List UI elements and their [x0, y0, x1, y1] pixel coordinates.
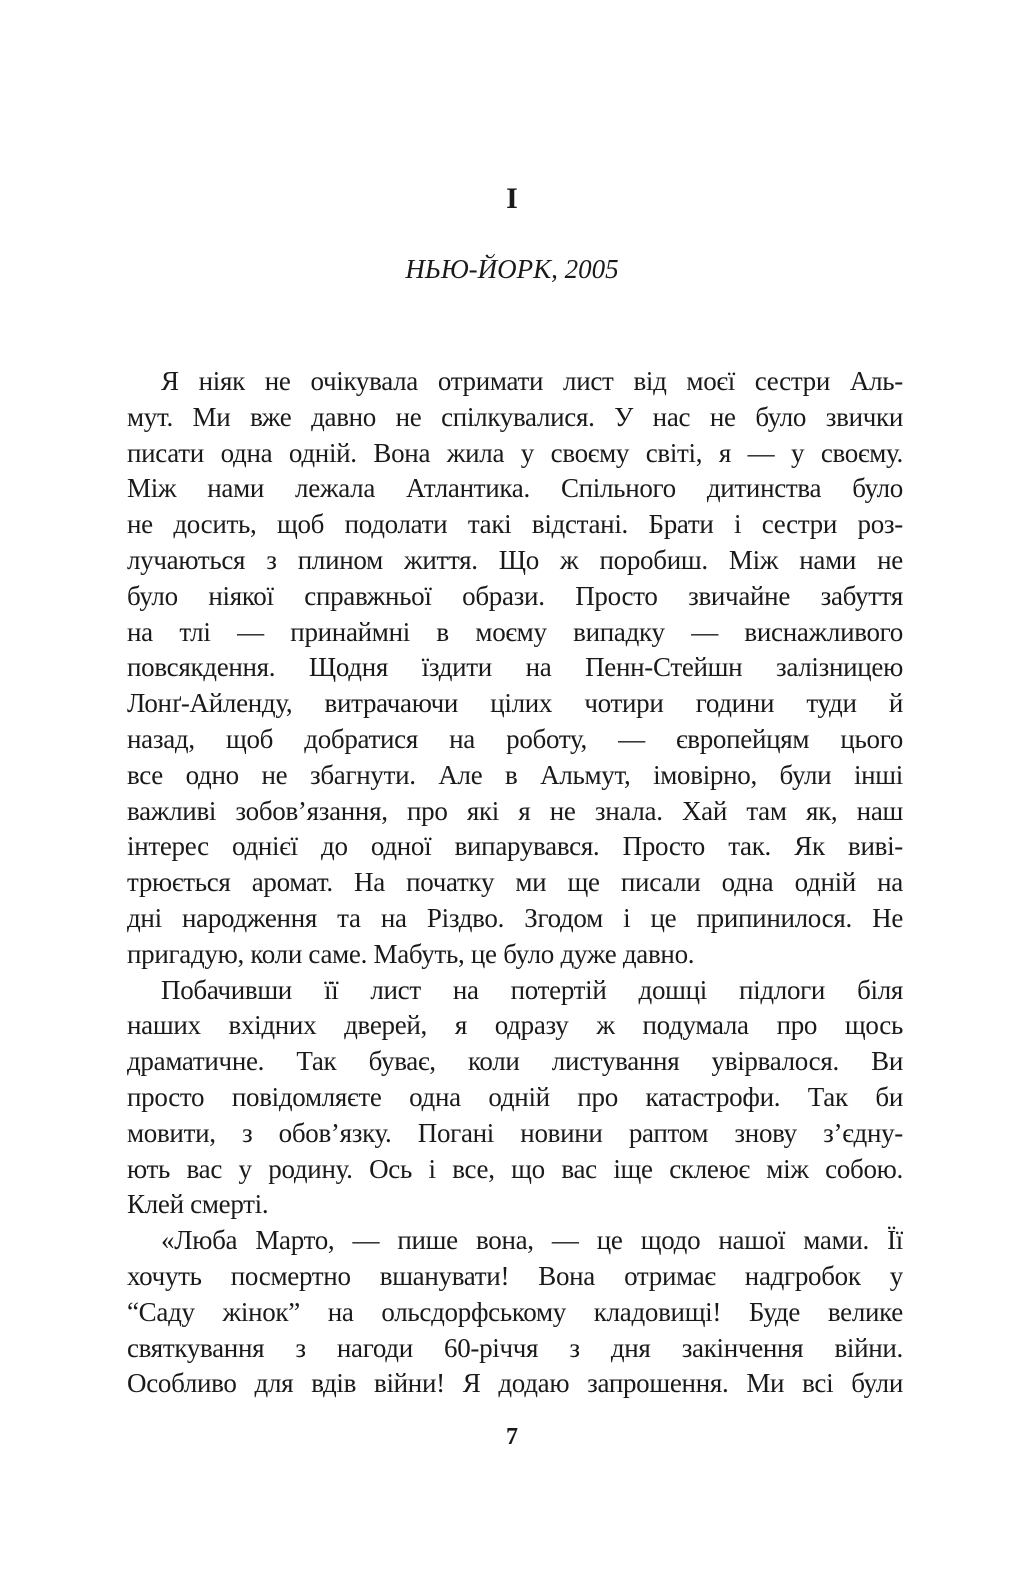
text-line: повсякдення. Щодня їздити на Пенн-Стейшн залізницею — [127, 652, 903, 683]
text-line: святкування з нагоди 60-річчя з дня закінчення війни. — [127, 1332, 903, 1363]
text-line: драматичне. Так буває, коли листування увірвалося. Ви — [127, 1046, 903, 1077]
text-line: на тлі — принаймні в моєму випадку — виснажливого — [127, 616, 903, 647]
text-line: інтерес однієї до одної випарувався. Просто так. Як виві- — [127, 831, 903, 862]
text-line: важливі зобов’язання, про які я не знала. Хай там як, наш — [127, 795, 903, 826]
text-line: трюється аромат. На початку ми ще писали одна одній на — [127, 867, 903, 898]
text-line: Лонґ-Айленду, витрачаючи цілих чотири години туди й — [127, 688, 903, 719]
text-line: мут. Ми вже давно не спілкувалися. У нас не було звички — [127, 401, 903, 432]
chapter-number: I — [506, 182, 518, 215]
text-line: Між нами лежала Атлантика. Спільного дитинства було — [127, 473, 903, 504]
page-number: 7 — [506, 1424, 518, 1450]
text-line: лучаються з плином життя. Що ж поробиш. Між нами не — [127, 544, 903, 575]
text-line: Особливо для вдів війни! Я додаю запрошення. Ми всі були — [127, 1368, 903, 1399]
text-line: “Саду жінок” на ольсдорфському кладовищі! Буде велике — [127, 1296, 903, 1327]
text-line: дні народження та на Різдво. Згодом і це припинилося. Не — [127, 902, 903, 933]
text-line: наших вхідних дверей, я одразу ж подумала про щось — [127, 1010, 903, 1041]
text-line: «Люба Марто, — пише вона, — це щодо нашої мами. Її — [161, 1225, 903, 1256]
text-line: Побачивши її лист на потертій дошці підлоги біля — [161, 974, 903, 1005]
text-line: хочуть посмертно вшанувати! Вона отримає надгробок у — [127, 1260, 903, 1291]
text-line: пригадую, коли саме. Мабуть, це було дуже давно. — [127, 938, 695, 969]
text-line: Я ніяк не очікувала отримати лист від моєї сестри Аль- — [161, 366, 903, 396]
section-heading: НЬЮ-ЙОРК, 2005 — [405, 254, 619, 284]
text-line: писати одна одній. Вона жила у своєму світі, я — у своєму. — [127, 437, 903, 468]
text-line: мовити, з обов’язку. Погані новини раптом знову з’єдну- — [127, 1117, 903, 1148]
text-line: все одно не збагнути. Але в Альмут, імовірно, були інші — [127, 759, 903, 790]
text-line: ють вас у родину. Ось і все, що вас іще склеює між собою. — [127, 1153, 903, 1184]
text-line: назад, щоб добратися на роботу, — європейцям цього — [127, 723, 903, 754]
text-line: було ніякої справжньої образи. Просто звичайне забуття — [127, 580, 903, 611]
text-line: не досить, щоб подолати такі відстані. Брати і сестри роз- — [127, 509, 903, 540]
text-line: Клей смерті. — [127, 1189, 269, 1220]
body-text — [127, 364, 903, 1402]
text-line: просто повідомляєте одна одній про катастрофи. Так би — [127, 1081, 903, 1112]
